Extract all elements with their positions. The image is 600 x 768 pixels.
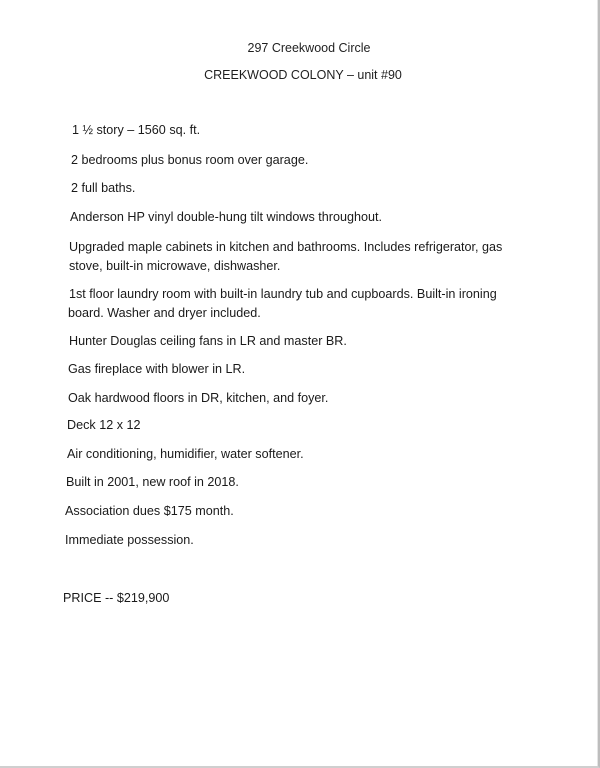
feature-air-conditioning: Air conditioning, humidifier, water softener.	[67, 447, 304, 461]
feature-association-dues: Association dues $175 month.	[65, 504, 234, 518]
feature-laundry-line1: 1st floor laundry room with built-in laundry tub and cupboards. Built-in ironing	[69, 287, 497, 301]
feature-cabinets-line2: stove, built-in microwave, dishwasher.	[69, 259, 281, 273]
community-heading: CREEKWOOD COLONY – unit #90	[204, 68, 402, 82]
feature-cabinets-line1: Upgraded maple cabinets in kitchen and bathrooms. Includes refrigerator, gas	[69, 240, 503, 254]
feature-built-roof: Built in 2001, new roof in 2018.	[66, 475, 239, 489]
feature-possession: Immediate possession.	[65, 533, 194, 547]
feature-story-sqft: 1 ½ story – 1560 sq. ft.	[72, 123, 201, 137]
feature-baths: 2 full baths.	[71, 181, 136, 195]
feature-deck: Deck 12 x 12	[67, 418, 141, 432]
feature-floors: Oak hardwood floors in DR, kitchen, and foyer.	[68, 391, 329, 405]
price-line: PRICE -- $219,900	[63, 591, 170, 605]
feature-fireplace: Gas fireplace with blower in LR.	[68, 362, 246, 376]
feature-laundry-line2: board. Washer and dryer included.	[68, 306, 261, 320]
feature-windows: Anderson HP vinyl double-hung tilt windows throughout.	[70, 210, 383, 224]
address-heading: 297 Creekwood Circle	[247, 41, 371, 55]
feature-ceiling-fans: Hunter Douglas ceiling fans in LR and master BR.	[69, 334, 347, 348]
feature-bedrooms: 2 bedrooms plus bonus room over garage.	[71, 153, 309, 167]
